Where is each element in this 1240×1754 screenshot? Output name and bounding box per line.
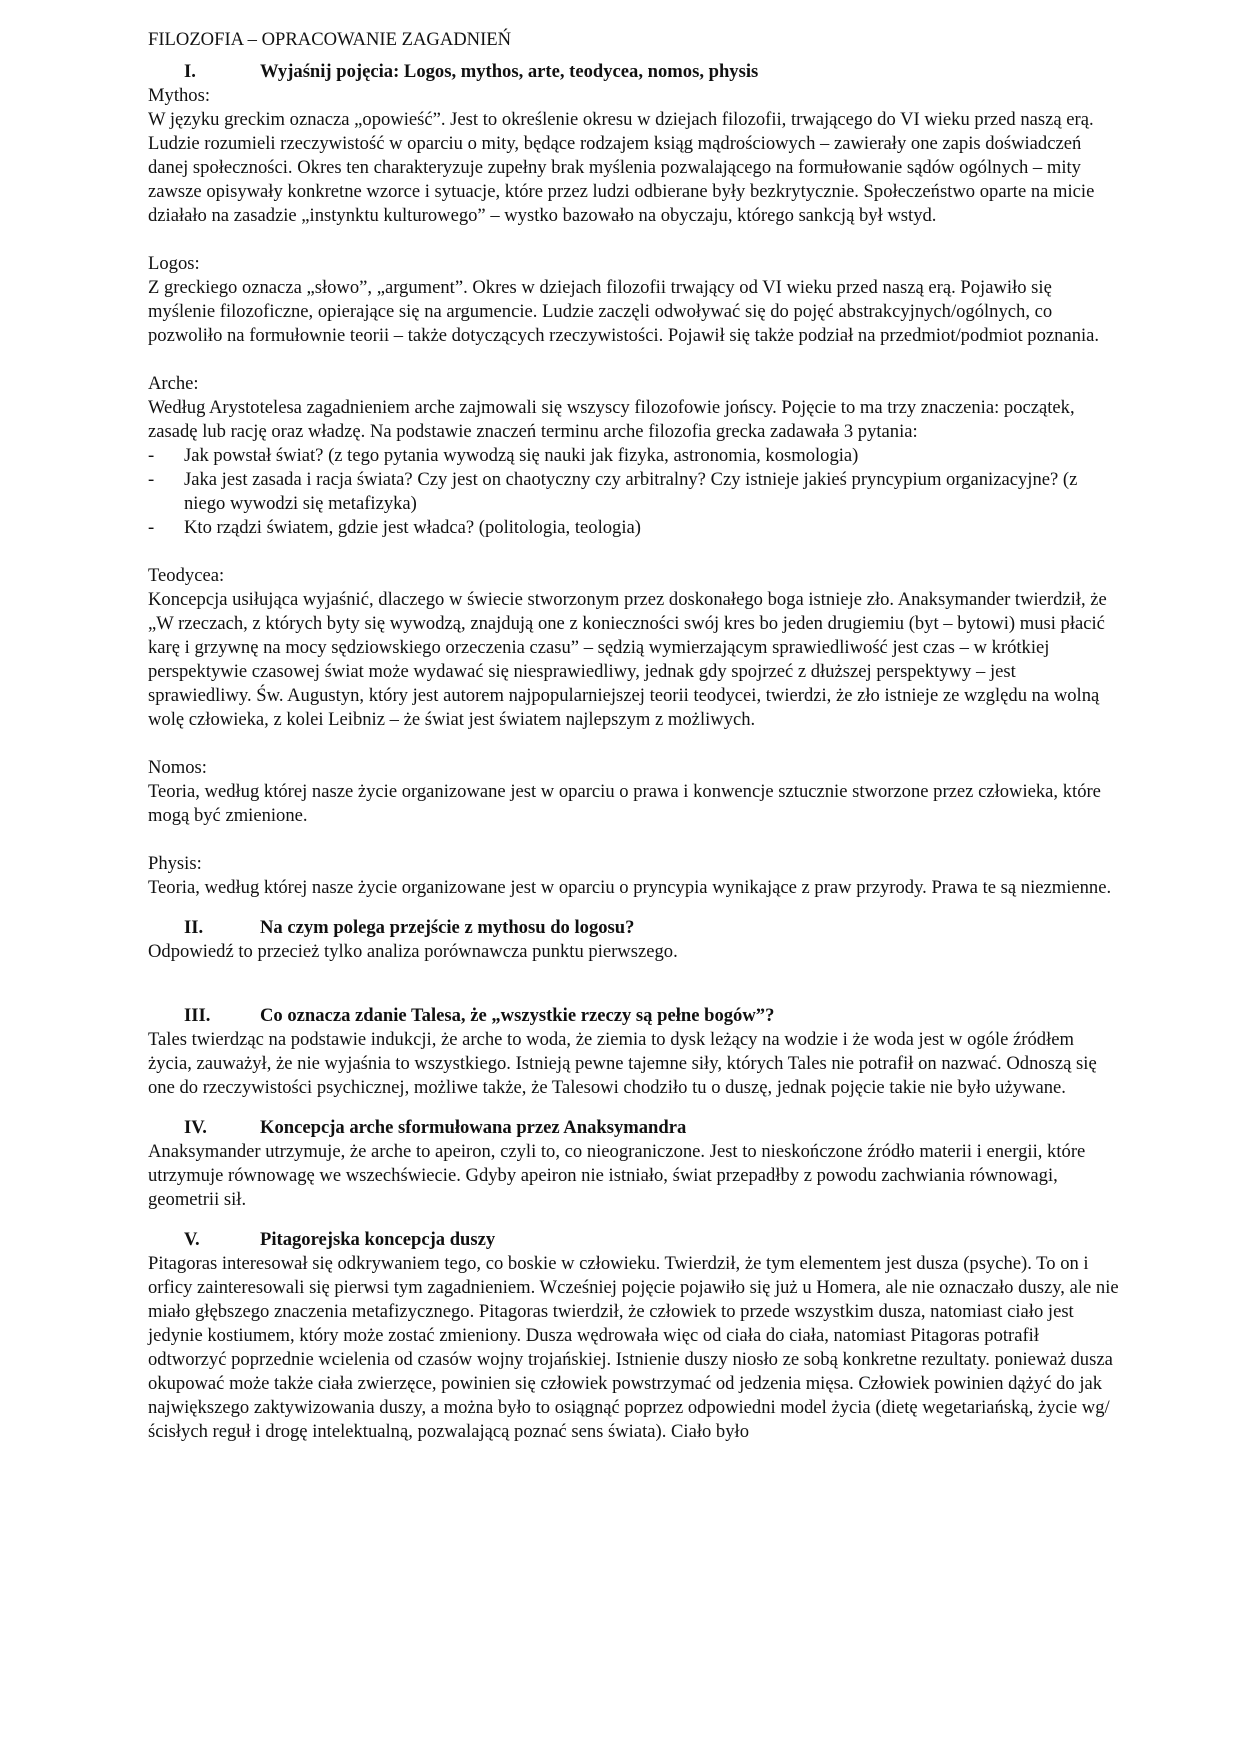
section-5 [148, 1228, 1120, 1444]
list-item-text: Jaka jest zasada i racja świata? Czy jest on chaotyczny czy arbitralny? Czy istnieje jakieś pryncypium organizacyjne? (z niego wywodzi się metafizyka) [184, 469, 1078, 514]
term-label: Logos: [148, 253, 200, 274]
term-label: Mythos: [148, 85, 210, 106]
section-body: Tales twierdząc na podstawie indukcji, że arche to woda, że ziemia to dysk leżący na wodzie i że woda jest w ogóle źródłem życia, zauważył, że nie wyjaśnia to wszystkiego. Istnieją pewne tajemne siły, których Tales nie potrafił on nazwać. Odnoszą się one do rzeczywistości psychicznej, możliwe także, że Talesowi chodziło tu o duszę, jednak pojęcie takie nie było używane. [148, 1029, 1097, 1098]
list-item-text: Jak powstał świat? (z tego pytania wywodzą się nauki jak fizyka, astronomia, kosmologia) [184, 445, 859, 466]
section-heading [148, 916, 1120, 940]
term-label: Teodycea: [148, 565, 225, 586]
term-definition: Teoria, według której nasze życie organizowane jest w oparciu o pryncypia wynikające z praw przyrody. Prawa te są niezmienne. [148, 877, 1112, 898]
section-body: Pitagoras interesował się odkrywaniem tego, co boskie w człowieku. Twierdził, że tym elementem jest dusza (psyche). To on i orficy zainteresowali się pierwsi tym zagadnieniem. Wcześniej pojęcie pojawiło się już u Homera, ale nie oznaczało duszy, ale nie miało głębszego znaczenia metafizycznego. Pitagoras twierdził, że człowiek to przede wszystkim dusza, natomiast ciało jest jedynie kostiumem, który może zostać zmieniony. Dusza wędrowała więc od ciała do ciała, natomiast Pitagoras potrafił odtworzyć poprzednie wcielenia od czasów wojny trojańskiej. Istnienie duszy niosło ze sobą konkretne rezultaty. ponieważ dusza okupować może także ciała zwierzęce, powinien się człowiek powstrzymać od jedzenia mięsa. Człowiek powinien dążyć do jak największego zaktywizowania duszy, a można było to osiągnąć poprzez odpowiedni model życia (dietę wegetariańską, życie wg/ścisłych reguł i drogę intelektualną, pozwalającą poznać sens świata). Ciało było [148, 1253, 1119, 1442]
section-heading [148, 1116, 1120, 1140]
term-mythos [148, 84, 1120, 228]
term-physis [148, 852, 1120, 900]
section-1 [148, 60, 1120, 900]
list-bullet: - [148, 445, 155, 466]
section-title: Co oznacza zdanie Talesa, że „wszystkie rzeczy są pełne bogów”? [260, 1005, 775, 1026]
section-heading [148, 1004, 1120, 1028]
list-item-text: Kto rządzi światem, gdzie jest władca? (politologia, teologia) [184, 517, 641, 538]
section-number: II. [184, 917, 204, 938]
section-number: III. [184, 1005, 211, 1026]
term-logos [148, 252, 1120, 348]
section-3 [148, 1004, 1120, 1100]
term-label: Nomos: [148, 757, 207, 778]
term-nomos [148, 756, 1120, 828]
term-definition: W języku greckim oznacza „opowieść”. Jest to określenie okresu w dziejach filozofii, trwającego do VI wieku przed naszą erą. Ludzie rozumieli rzeczywistość w oparciu o mity, będące rodzajem ksiąg mądrościowych – zawierały one zapis doświadczeń danej społeczności. Okres ten charakteryzuje zupełny brak myślenia pozwalającego na formułowanie sądów ogólnych – mity zawsze opisywały konkretne wzorce i sytuacje, które przez ludzi odbierane były bezkrytycznie. Społeczeństwo oparte na micie działało na zasadzie „instynktu kulturowego” – wystko bazowało na obyczaju, którego sankcją był wstyd. [148, 109, 1095, 226]
section-title: Wyjaśnij pojęcia: Logos, mythos, arte, teodycea, nomos, physis [260, 61, 759, 82]
section-2 [148, 916, 1120, 964]
term-definition: Teoria, według której nasze życie organizowane jest w oparciu o prawa i konwencje sztucznie stworzone przez człowieka, które mogą być zmienione. [148, 781, 1101, 826]
document-title: FILOZOFIA – OPRACOWANIE ZAGADNIEŃ [148, 29, 512, 50]
term-teodycea [148, 564, 1120, 732]
section-heading [148, 60, 1120, 84]
list-item [148, 468, 1120, 516]
list-item [148, 516, 1120, 540]
term-arche [148, 372, 1120, 540]
section-number: V. [184, 1229, 200, 1250]
term-definition: Według Arystotelesa zagadnieniem arche zajmowali się wszyscy filozofowie jońscy. Pojęcie to ma trzy znaczenia: początek, zasadę lub rację oraz władzę. Na podstawie znaczeń terminu arche filozofia grecka zadawała 3 pytania: [148, 397, 1075, 442]
section-number: I. [184, 61, 196, 82]
term-definition: Koncepcja usiłująca wyjaśnić, dlaczego w świecie stworzonym przez doskonałego boga istnieje zło. Anaksymander twierdził, że „W rzeczach, z których byty się wywodzą, znajdują one z konieczności swój kres bo jeden drugiemiu (byt – bytowi) musi płacić karę i grzywnę na mocy sędziowskiego orzeczenia czasu” – sędzią wymierzającym sprawiedliwość jest czas – w krótkiej perspektywie czasowej świat może wydawać się niesprawiedliwy, jednak gdy spojrzeć z dłuższej perspektywy – jest sprawiedliwy. Św. Augustyn, który jest autorem najpopularniejszej teorii teodycei, twierdzi, że zło istnieje ze względu na wolną wolę człowieka, z kolei Leibniz – że świat jest światem najlepszym z możliwych. [148, 589, 1107, 730]
term-definition: Z greckiego oznacza „słowo”, „argument”. Okres w dziejach filozofii trwający od VI wieku przed naszą erą. Pojawiło się myślenie filozoficzne, opierające się na argumencie. Ludzie zaczęli odwoływać się do pojęć abstrakcyjnych/ogólnych, co pozwoliło na formułownie teorii – także dotyczących rzeczywistości. Pojawił się także podział na przedmiot/podmiot poznania. [148, 277, 1100, 346]
list-bullet: - [148, 517, 155, 538]
section-number: IV. [184, 1117, 207, 1138]
section-title: Koncepcja arche sformułowana przez Anaksymandra [260, 1117, 687, 1138]
list-bullet: - [148, 469, 155, 490]
arche-questions-list [148, 444, 1120, 540]
list-item [148, 444, 1120, 468]
section-body: Anaksymander utrzymuje, że arche to apeiron, czyli to, co nieograniczone. Jest to nieskończone źródło materii i energii, które utrzymuje równowagę we wszechświecie. Gdyby apeiron nie istniało, świat przepadłby z powodu zachwiania równowagi, geometrii sił. [148, 1141, 1086, 1210]
section-body: Odpowiedź to przecież tylko analiza porównawcza punktu pierwszego. [148, 941, 678, 962]
term-label: Physis: [148, 853, 202, 874]
term-label: Arche: [148, 373, 199, 394]
section-title: Na czym polega przejście z mythosu do logosu? [260, 917, 635, 938]
section-title: Pitagorejska koncepcja duszy [260, 1229, 496, 1250]
section-heading [148, 1228, 1120, 1252]
section-4 [148, 1116, 1120, 1212]
